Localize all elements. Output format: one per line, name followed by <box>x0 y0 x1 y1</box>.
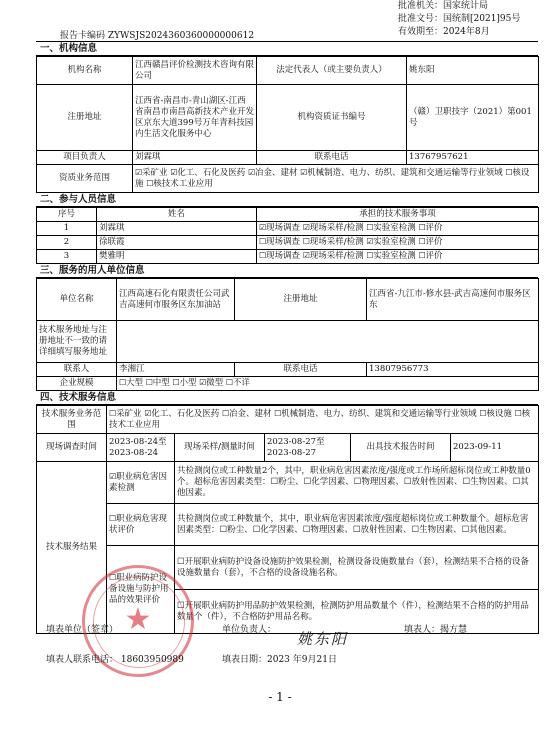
issue-label: 出具技术报告时间 <box>351 434 451 462</box>
checkbox-icon[interactable]: ☐ <box>119 378 127 387</box>
checkbox-icon[interactable]: ☑ <box>109 471 117 481</box>
sampling-label: 现场采样/测量时间 <box>175 434 265 462</box>
qualification-scope <box>133 165 539 193</box>
row-items: ☐现场调查 ☐现场采样/检测 ☑实验室检测 ☐评价 <box>257 236 539 250</box>
scope-item[interactable]: ☑采矿业 <box>135 167 168 178</box>
result-text: ☐开展职业病防护设备设施防护效果检测，检测设备设施数量台（套），检测结果不合格的设备设施数量台（套），不合格的设备设施名称。 <box>175 546 539 590</box>
row-seq: 2 <box>37 236 97 250</box>
contact-label: 联系人 <box>37 363 117 377</box>
checkbox-icon: ☑ <box>300 167 308 177</box>
filler-phone: 填表人联系电话： 18603950989 <box>46 655 184 665</box>
checkbox-icon[interactable]: ☐ <box>366 251 374 260</box>
checkbox-icon[interactable]: ☑ <box>302 223 310 232</box>
enterprise-size: ☐大型 ☐中型 ☐小型 ☑微型 ☐不详 <box>117 377 539 391</box>
result-text: 共检测岗位或工种数量个，其中，职业病危害因素浓度/强度超标岗位或工种数量个。超标危害因素类型：☐粉尘、☐化学因素、☐物理因素、☐放射性因素、☐生物因素、☐其他因素。 <box>175 504 539 546</box>
cert-number: （赣）卫职技字（2021）第001号 <box>407 85 539 151</box>
checkbox-icon: ☐ <box>146 178 154 188</box>
issue-date: 2023-09-11 <box>451 434 539 462</box>
checkbox-icon[interactable]: ☐ <box>418 251 426 260</box>
report-number: 报告卡编码 ZYWSJS2024360360000000612 <box>60 31 255 41</box>
row-seq: 1 <box>37 222 97 236</box>
scope-item[interactable]: ☑化工、石化及医药 <box>170 167 246 178</box>
checkbox-icon: ☑ <box>170 167 178 177</box>
checkbox-icon[interactable]: ☐ <box>109 513 117 523</box>
legal-rep: 姚东阳 <box>407 57 539 85</box>
cert-label: 机构资质证书编号 <box>257 85 407 151</box>
scope-item[interactable]: ☑冶金、建材 <box>247 167 298 178</box>
checkbox-icon[interactable]: ☐ <box>109 408 117 418</box>
row-items: ☑现场调查 ☑现场采样/检测 ☐实验室检测 ☐评价 <box>257 222 539 236</box>
valid-until: 有效期至：2024年8月 <box>398 27 490 37</box>
row-items: ☐现场调查 ☑现场采样/检测 ☐实验室检测 ☐评价 <box>257 250 539 264</box>
fill-date: 填表日期：2023 年9月21日 <box>222 655 337 665</box>
unit-sign-label: 填表单位（签章） <box>46 625 119 635</box>
legal-rep-label: 法定代表人（或主要负责人） <box>257 57 407 85</box>
staff-table <box>36 207 539 264</box>
checkbox-icon[interactable]: ☑ <box>302 251 310 260</box>
pm: 刘霖琪 <box>133 151 257 165</box>
checkbox-icon[interactable]: ☐ <box>225 378 234 387</box>
mismatch-label: 技术服务地址与注册地址不一致的请详细填写服务地址 <box>37 321 117 363</box>
results-label: 技术服务结果 <box>37 462 107 634</box>
checkbox-icon: ☑ <box>135 167 143 177</box>
table-row <box>37 222 539 236</box>
checkbox-icon[interactable]: ☐ <box>259 251 267 260</box>
unit-phone-label: 联系电话 <box>235 363 367 377</box>
row-seq: 3 <box>37 250 97 264</box>
survey-date: 2023-08-24至2023-08-24 <box>107 434 175 462</box>
org-name: 江西赣昌评价检测技术咨询有限公司 <box>133 57 257 85</box>
org-phone: 13767957621 <box>407 151 539 165</box>
approver: 批准机关：国家统计局 <box>398 1 489 11</box>
unit-label: 单位名称 <box>37 279 117 321</box>
unit-name: 江西高速石化有限责任公司武吉高速何市服务区东加油站 <box>117 279 235 321</box>
row-name: 刘霖琪 <box>97 222 257 236</box>
checkbox-icon[interactable]: ☐ <box>221 408 230 418</box>
checkbox-icon[interactable]: ☐ <box>259 237 267 246</box>
section4-title: 四、技术服务信息 <box>36 391 538 405</box>
col-name: 姓名 <box>97 208 257 222</box>
address-label: 注册地址 <box>37 85 133 151</box>
checkbox-icon: ☐ <box>505 167 513 177</box>
checkbox-icon[interactable]: ☐ <box>109 573 117 582</box>
pm-label: 项目负责人 <box>37 151 133 165</box>
row-name: 徐联霞 <box>97 236 257 250</box>
col-items: 承担的技术服务事项 <box>257 208 539 222</box>
table-row <box>37 236 539 250</box>
checkbox-icon[interactable]: ☑ <box>144 408 152 418</box>
contact: 李湘江 <box>117 363 235 377</box>
checkbox-icon[interactable]: ☑ <box>259 223 267 232</box>
row-name: 樊雅明 <box>97 250 257 264</box>
checkbox-icon[interactable]: ☐ <box>418 223 426 232</box>
page-number: - 1 - <box>268 690 292 704</box>
scope-item[interactable]: ☐核技术工业应用 <box>146 178 213 189</box>
section1-title: 一、机构信息 <box>36 42 538 56</box>
org-name-label: 机构名称 <box>37 57 133 85</box>
unit-phone: 13807956773 <box>367 363 539 377</box>
section2-title: 二、参与人员信息 <box>36 193 538 207</box>
sampling-date: 2023-08-27至2023-08-27 <box>265 434 351 462</box>
checkbox-icon: ☑ <box>247 167 256 177</box>
checkbox-icon[interactable]: ☐ <box>145 378 153 387</box>
scope-item[interactable]: ☑机械制造、电力、纺织、建筑和交通运输等行业领域 <box>300 167 503 178</box>
result-type: ☑职业病危害因素检测 <box>107 462 175 504</box>
svc-scope-label: 技术服务业务范围 <box>37 406 107 434</box>
size-label: 企业规模 <box>37 377 117 391</box>
result-type: ☐职业病危害现状评价 <box>107 504 175 546</box>
filler: 填表人：揭方慧 <box>404 625 468 635</box>
col-seq: 序号 <box>37 208 97 222</box>
result-type: ☐职业病防护设备设施与防护用品的效果评价 <box>107 546 175 634</box>
scope-item[interactable]: ☐核设施 <box>135 167 530 189</box>
approval-no: 批准文号：国统制[2021]95号 <box>398 14 521 24</box>
employer-table <box>36 278 539 391</box>
result-text: 共检测岗位或工种数量2个，其中，职业病危害因素浓度/强度或工作场所超标岗位或工种数量0个。超标危害因素类型：☐粉尘、☐化学因素、☐物理因素、☐放射性因素、☐生物因素、☐其他因素。 <box>175 462 539 504</box>
checkbox-icon[interactable]: ☑ <box>199 378 207 387</box>
checkbox-icon[interactable]: ☑ <box>366 237 374 246</box>
org-info-table <box>36 56 539 193</box>
unit-addr: 江西省-九江市-修水县-武吉高速何市服务区东 <box>367 279 539 321</box>
report-form <box>36 41 538 634</box>
leader-label: 单位负责人： <box>222 625 277 635</box>
org-phone-label: 联系电话 <box>257 151 407 165</box>
checkbox-icon[interactable]: ☐ <box>514 408 522 418</box>
checkbox-icon[interactable]: ☐ <box>302 237 310 246</box>
unit-addr-label: 注册地址 <box>235 279 367 321</box>
leader-signature: 姚东阳 <box>297 630 349 648</box>
address: 江西省-南昌市-青山湖区-江西省南昌市南昌高新技术产业开发区京东大道399号万年青科技园内生活文化服务中心 <box>133 85 257 151</box>
checkbox-icon[interactable]: ☐ <box>366 223 374 232</box>
scope-label: 资质业务范围 <box>37 165 133 193</box>
service-address[interactable] <box>117 321 539 363</box>
checkbox-icon[interactable]: ☐ <box>172 378 180 387</box>
service-table <box>36 405 539 634</box>
survey-label: 现场调查时间 <box>37 434 107 462</box>
section3-title: 三、服务的用人单位信息 <box>36 264 538 278</box>
checkbox-icon[interactable]: ☐ <box>479 408 487 418</box>
service-scope: ☐采矿业 ☑化工、石化及医药 ☐冶金、建材 ☐机械制造、电力、纺织、建筑和交通运输等行业领域 ☐核设施 ☐核技术工业应用 <box>107 406 539 434</box>
result-text: ☐开展职业病防护用品防护效果检测，检测防护用品数量个（件），检测结果不合格的防护用品数量个（件），不合格防护用品名称。 <box>175 590 539 634</box>
checkbox-icon[interactable]: ☐ <box>274 408 282 418</box>
checkbox-icon[interactable]: ☐ <box>418 237 426 246</box>
official-seal: ★ <box>82 565 194 677</box>
table-row <box>37 250 539 264</box>
